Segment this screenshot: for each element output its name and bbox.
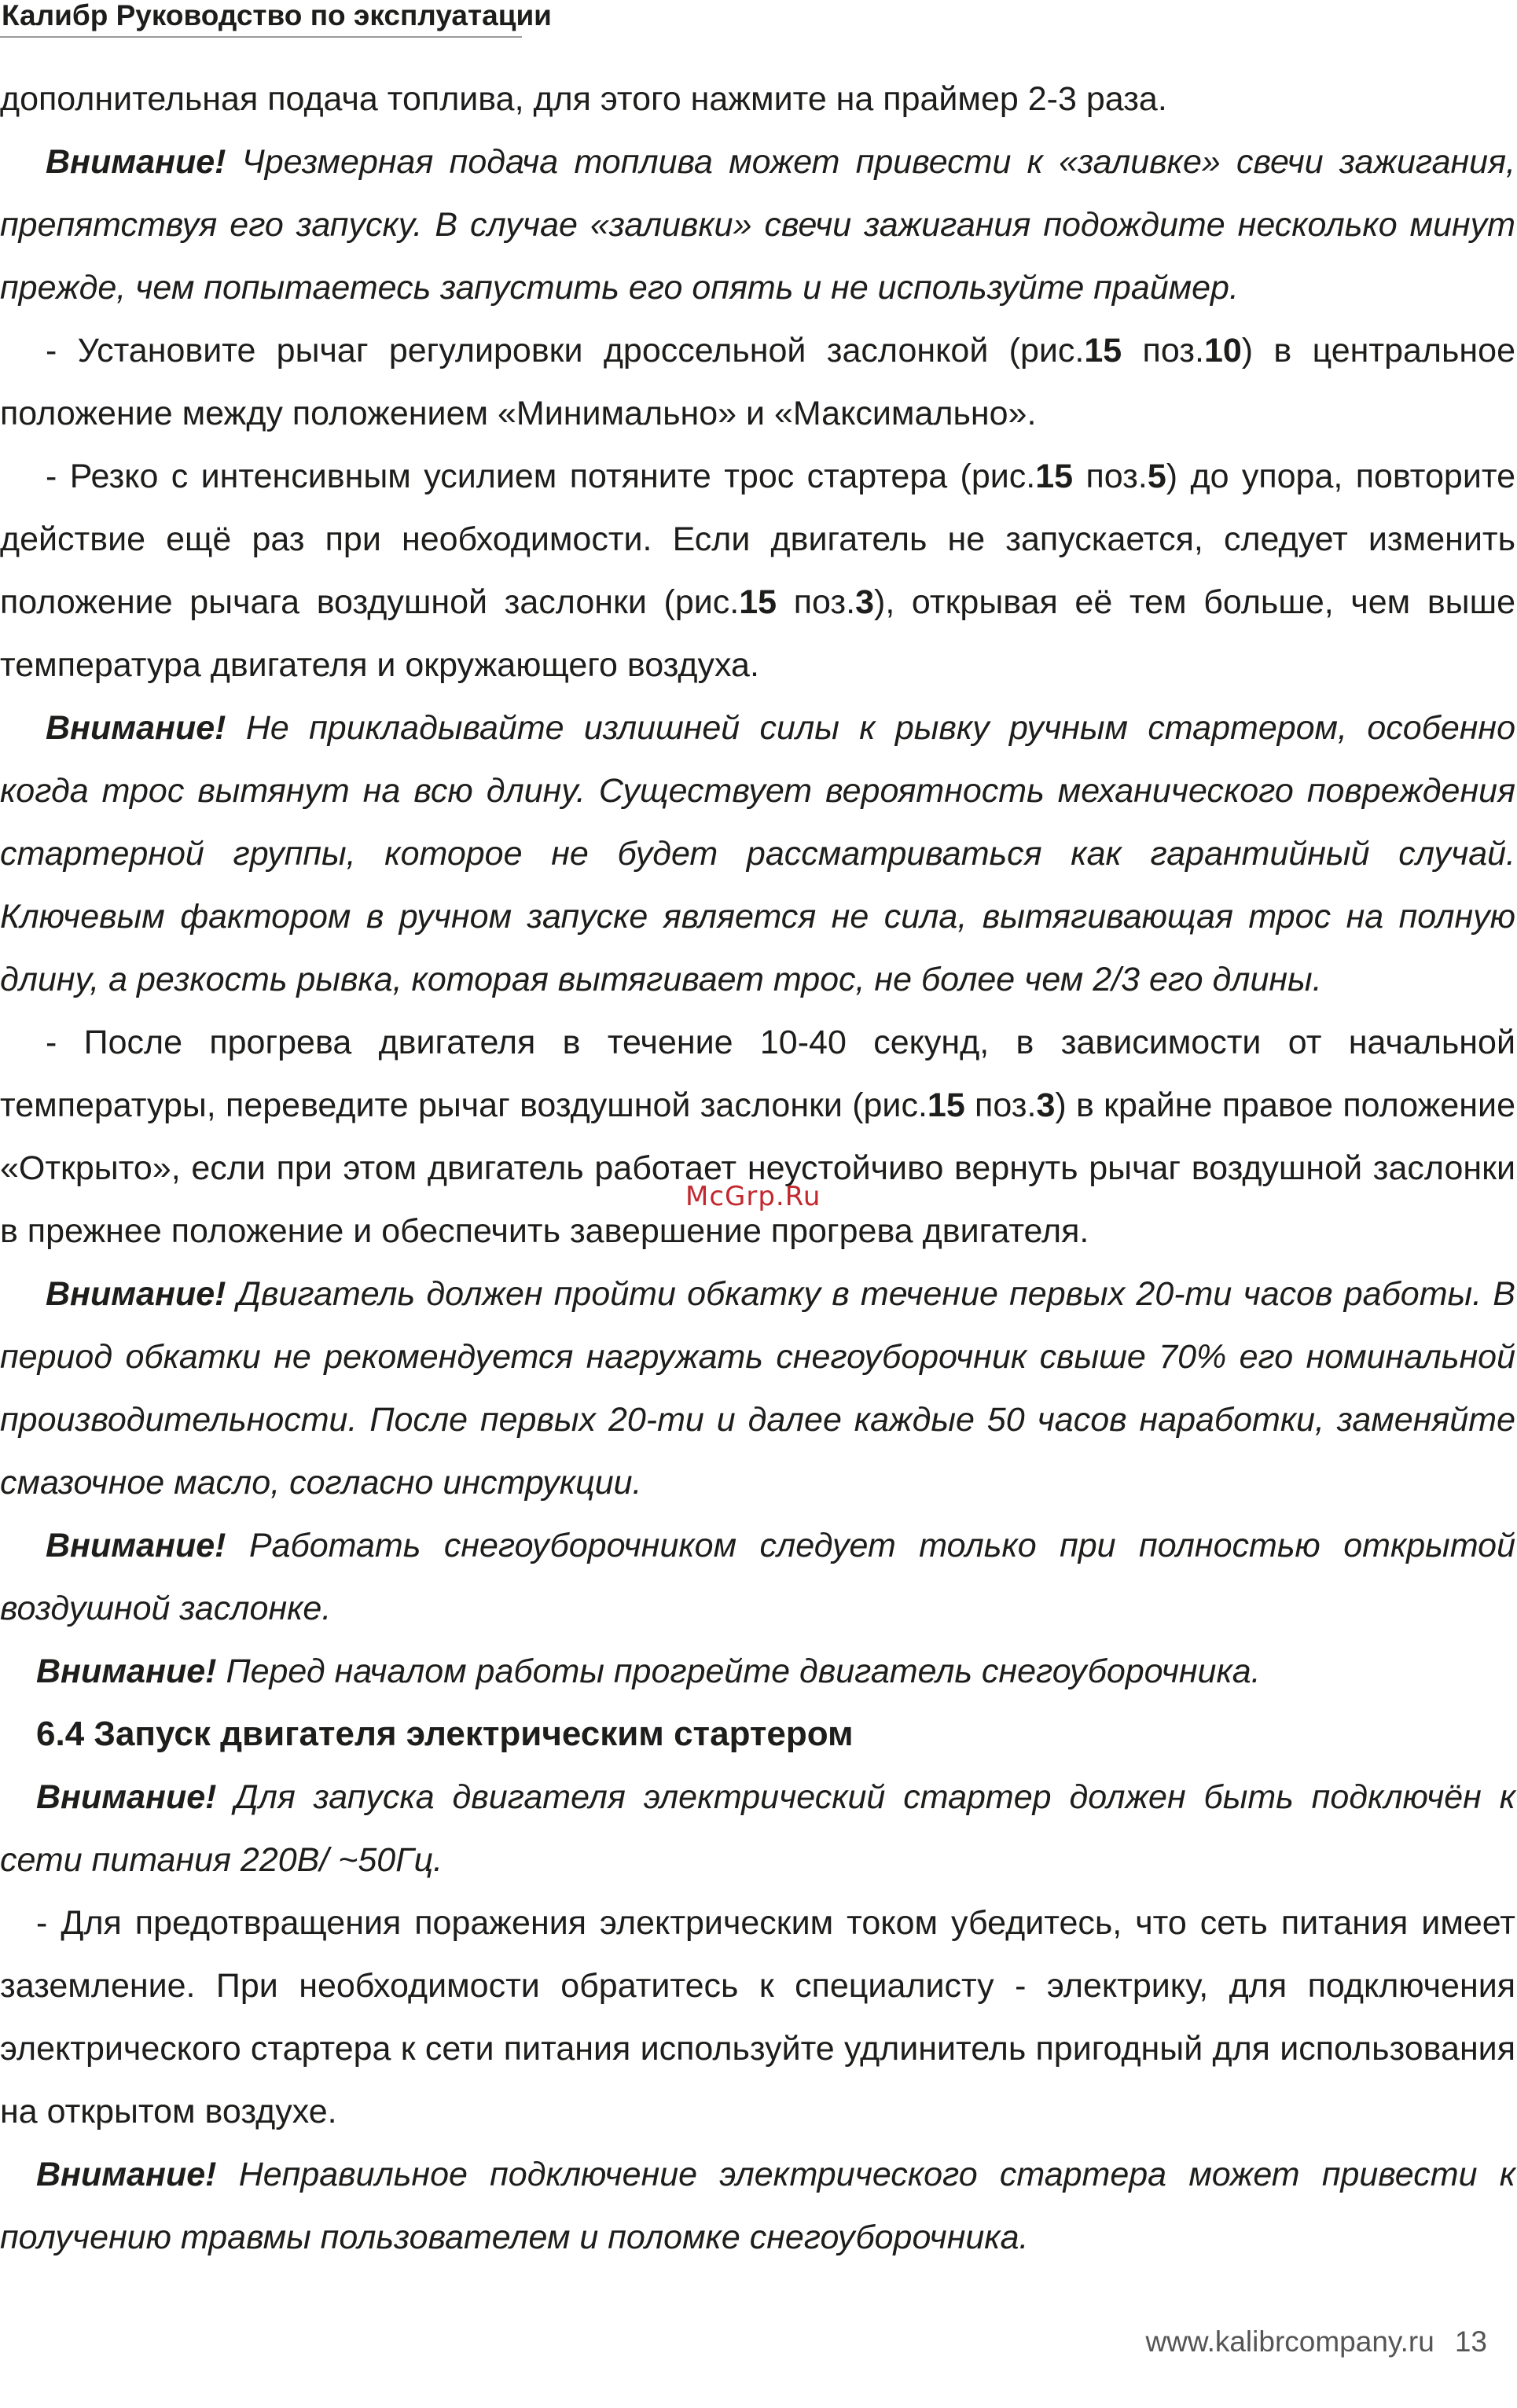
step-grounding: - Для предотвращения поражения электрическим током убедитесь, что сеть питания имеет заземление. При необходимости обратитесь к специалисту - электрику, для подключения электрического стартера к сети питания используйте удлинитель пригодный для использования на открытом воздухе. (0, 1904, 1515, 2130)
warning-power: Внимание! Для запуска двигателя электрический стартер должен быть подключён к сети питания 220В/ ~50Гц. (0, 1778, 1515, 1879)
warning-warm-engine: Внимание! Перед началом работы прогрейте двигатель снегоуборочника. (36, 1653, 1261, 1690)
warning-choke: Внимание! Работать снегоуборочником следует только при полностью открытой воздушной заслонке. (0, 1527, 1515, 1627)
warning-label: Внимание! (46, 1527, 226, 1564)
paragraph-primer: дополнительная подача топлива, для этого нажмите на праймер 2-3 раза. (0, 80, 1167, 118)
warning-label: Внимание! (36, 1778, 217, 1816)
warning-label: Внимание! (46, 1275, 226, 1313)
warning-label: Внимание! (46, 709, 226, 747)
page-number: 13 (1454, 2325, 1487, 2358)
warning-label: Внимание! (36, 1653, 217, 1690)
step-throttle: - Установите рычаг регулировки дроссельной заслонкой (рис.15 поз.10) в центральное положение между положением «Минимально» и «Максимально». (0, 332, 1515, 432)
page-body (0, 68, 1515, 2269)
footer-website[interactable]: www.kalibrcompany.ru (1145, 2325, 1434, 2358)
step-warmup: - После прогрева двигателя в течение 10-40 секунд, в зависимости от начальной температуры, переведите рычаг воздушной заслонки (рис.15 поз.3) в крайне правое положение «Открыто», если при этом двигатель работает неустойчиво вернуть рычаг воздушной заслонки в прежнее положение и обеспечить завершение прогрева двигателя. (0, 1024, 1515, 1250)
page-footer (1125, 2325, 1487, 2358)
warning-label: Внимание! (46, 143, 226, 181)
watermark: McGrp.Ru (685, 1181, 821, 1212)
header-divider (0, 36, 522, 38)
warning-force: Внимание! Не прикладывайте излишней силы к рывку ручным стартером, особенно когда трос вытянут на всю длину. Существует вероятность механического повреждения стартерной группы, которое не будет рассматриваться как гарантийный случай. Ключевым фактором в ручном запуске является не сила, вытягивающая трос на полную длину, а резкость рывка, которая вытягивает трос, не более чем 2/3 его длины. (0, 709, 1515, 998)
warning-label: Внимание! (36, 2156, 217, 2193)
manual-title: Калибр Руководство по эксплуатации (2, 0, 552, 31)
warning-break-in: Внимание! Двигатель должен пройти обкатку в течение первых 20-ти часов работы. В период обкатки не рекомендуется нагружать снегоуборочник свыше 70% его номинальной производительности. После первых 20-ти и далее каждые 50 часов наработки, заменяйте смазочное масло, согласно инструкции. (0, 1275, 1515, 1502)
page-header (0, 0, 552, 38)
warning-connection: Внимание! Неправильное подключение электрического стартера может привести к получению травмы пользователем и поломке снегоуборочника. (0, 2156, 1515, 2256)
section-heading: 6.4 Запуск двигателя электрическим стартером (36, 1715, 854, 1753)
step-starter-rope: - Резко с интенсивным усилием потяните трос стартера (рис.15 поз.5) до упора, повторите действие ещё раз при необходимости. Если двигатель не запускается, следует изменить положение рычага воздушной заслонки (рис.15 поз.3), открывая её тем больше, чем выше температура двигателя и окружающего воздуха. (0, 458, 1516, 684)
warning-flooding: Внимание! Чрезмерная подача топлива может привести к «заливке» свечи зажигания, препятствуя его запуску. В случае «заливки» свечи зажигания подождите несколько минут прежде, чем попытаетесь запустить его опять и не используйте праймер. (0, 143, 1515, 307)
